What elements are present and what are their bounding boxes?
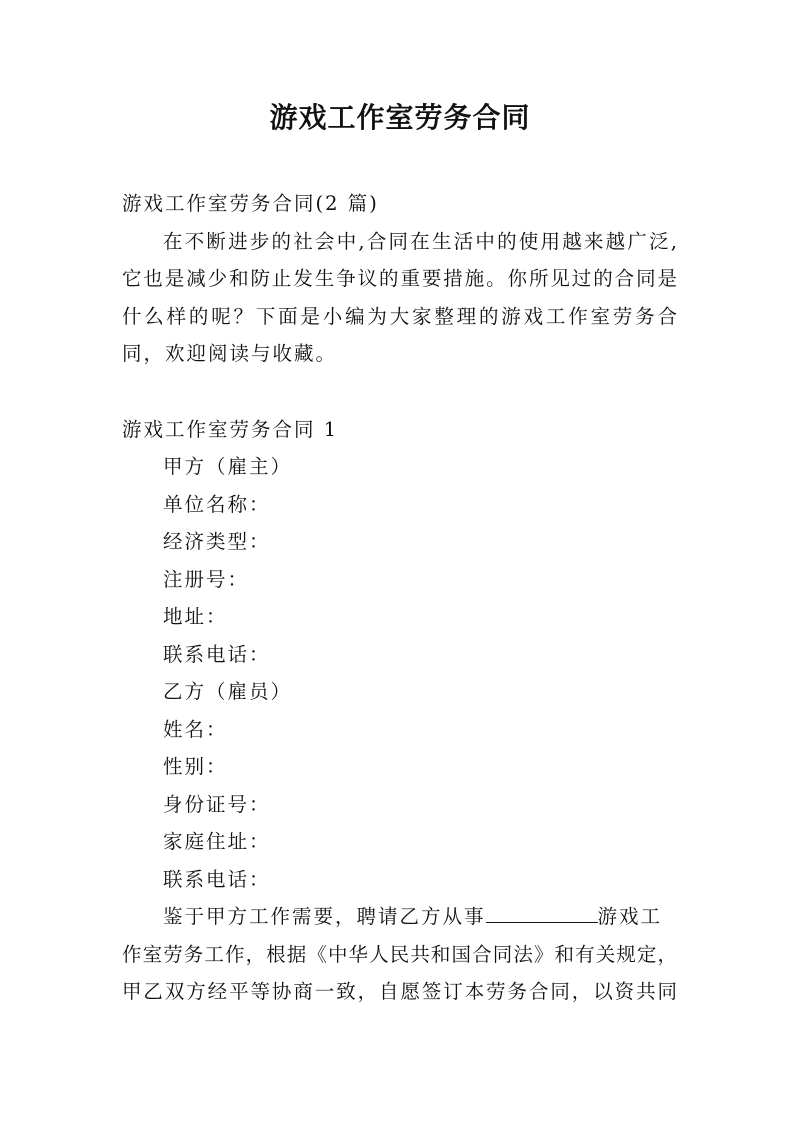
- party-a-unit-name: 单位名称：: [163, 493, 271, 516]
- party-b-id-no: 身份证号：: [163, 793, 271, 816]
- party-b-label: 乙方（雇员）: [163, 680, 293, 703]
- party-a-registration-no: 注册号：: [163, 568, 250, 591]
- intro-line-3: 什么样的呢？下面是小编为大家整理的游戏工作室劳务合: [122, 305, 678, 328]
- intro-line-4: 同，欢迎阅读与收藏。: [122, 342, 338, 365]
- document-subtitle: 游戏工作室劳务合同(2 篇): [122, 192, 379, 215]
- party-a-phone: 联系电话：: [163, 643, 271, 666]
- party-a-economy-type: 经济类型：: [163, 530, 271, 553]
- clause-line-1-before: 鉴于甲方工作需要，聘请乙方从事: [163, 905, 486, 928]
- clause-line-3: 甲乙双方经平等协商一致，自愿签订本劳务合同，以资共同: [122, 980, 678, 1003]
- clause-line-1: [163, 903, 662, 931]
- document-title: 游戏工作室劳务合同: [269, 101, 531, 134]
- party-b-gender: 性别：: [163, 755, 228, 778]
- party-a-address: 地址：: [163, 605, 228, 628]
- clause-line-1-after: 游戏工: [597, 905, 663, 928]
- intro-line-1: 在不断进步的社会中,合同在生活中的使用越来越广泛,: [163, 230, 678, 253]
- party-b-name: 姓名：: [163, 718, 228, 741]
- intro-line-2: 它也是减少和防止发生争议的重要措施。你所见过的合同是: [122, 267, 678, 290]
- section-heading: 游戏工作室劳务合同 1: [122, 418, 339, 441]
- clause-line-2: 作室劳务工作，根据《中华人民共和国合同法》和有关规定，: [122, 943, 678, 966]
- party-b-home-address: 家庭住址：: [163, 830, 271, 853]
- party-a-label: 甲方（雇主）: [163, 455, 293, 478]
- party-b-phone: 联系电话：: [163, 868, 271, 891]
- job-blank-field: [486, 904, 598, 923]
